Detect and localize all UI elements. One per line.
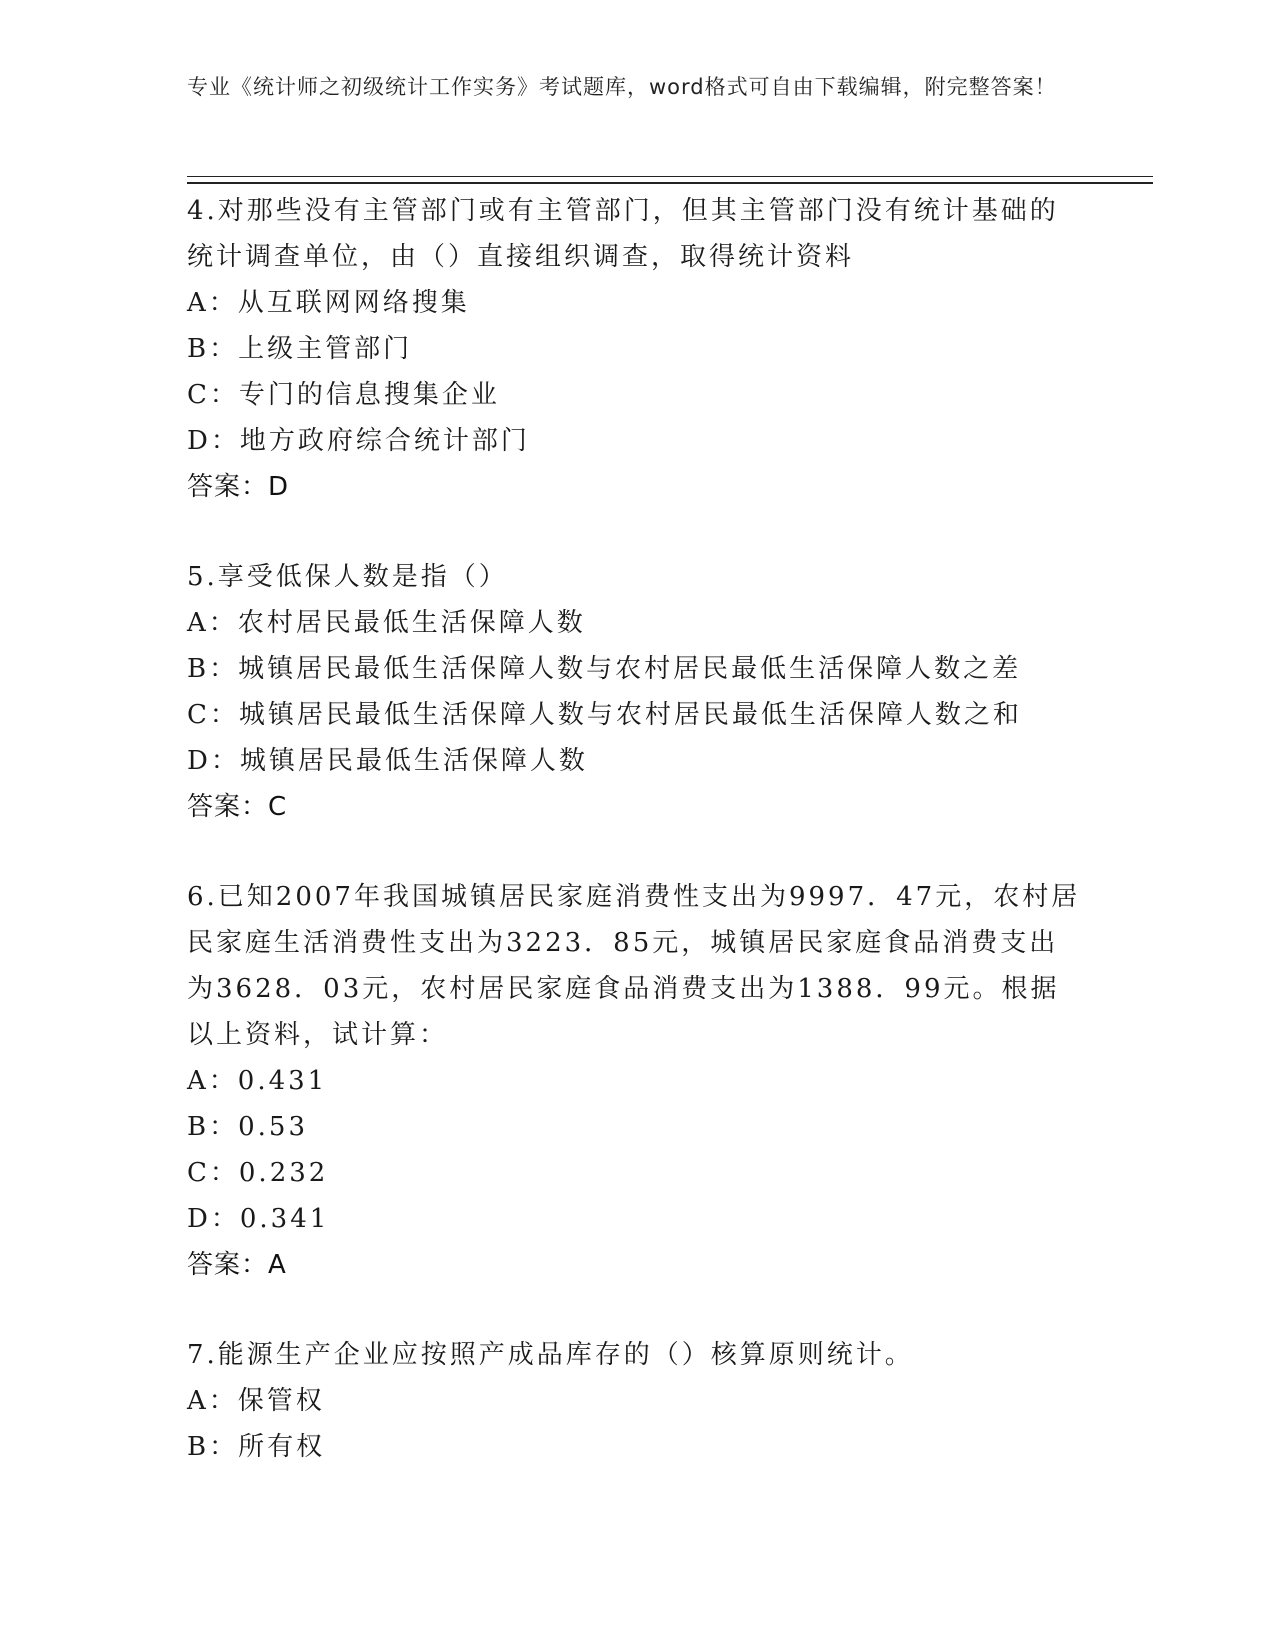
option-c: C：城镇居民最低生活保障人数与农村居民最低生活保障人数之和 xyxy=(187,700,1022,730)
question-stem: 4.对那些没有主管部门或有主管部门，但其主管部门没有统计基础的统计调查单位，由（）直接组织调查，取得统计资料 xyxy=(187,196,1059,272)
question-stem: 7.能源生产企业应按照产成品库存的（）核算原则统计。 xyxy=(187,1340,914,1370)
answer-line: 答案：A xyxy=(187,1250,287,1280)
option-d: D：地方政府综合统计部门 xyxy=(187,426,530,456)
question-stem: 6.已知2007年我国城镇居民家庭消费性支出为9997．47元，农村居民家庭生活消费性支出为3223．85元，城镇居民家庭食品消费支出为3628．03元，农村居民家庭食品消费支出为1388．99元。根据以上资料，试计算： xyxy=(187,882,1081,1050)
question-6 xyxy=(187,874,1087,1288)
option-a: A：保管权 xyxy=(187,1386,325,1416)
option-b: B：0.53 xyxy=(187,1112,308,1142)
option-a: A：0.431 xyxy=(187,1066,328,1096)
option-d: D：0.341 xyxy=(187,1204,330,1234)
option-b: B：所有权 xyxy=(187,1432,326,1462)
question-4 xyxy=(187,188,1087,510)
question-stem: 5.享受低保人数是指（） xyxy=(187,562,508,592)
question-7 xyxy=(187,1332,1087,1470)
header-divider-thick xyxy=(187,182,1153,184)
question-list xyxy=(187,188,1087,1514)
option-c: C：专门的信息搜集企业 xyxy=(187,380,500,410)
question-5 xyxy=(187,554,1087,830)
header-divider-thin xyxy=(187,176,1153,177)
answer-line: 答案：D xyxy=(187,472,290,502)
option-b: B：城镇居民最低生活保障人数与农村居民最低生活保障人数之差 xyxy=(187,654,1022,684)
option-d: D：城镇居民最低生活保障人数 xyxy=(187,746,588,776)
option-a: A：从互联网网络搜集 xyxy=(187,288,470,318)
option-a: A：农村居民最低生活保障人数 xyxy=(187,608,586,638)
option-b: B：上级主管部门 xyxy=(187,334,413,364)
answer-line: 答案：C xyxy=(187,792,288,822)
document-header: 专业《统计师之初级统计工作实务》考试题库，word格式可自由下载编辑，附完整答案！ xyxy=(187,75,1057,99)
option-c: C：0.232 xyxy=(187,1158,329,1188)
